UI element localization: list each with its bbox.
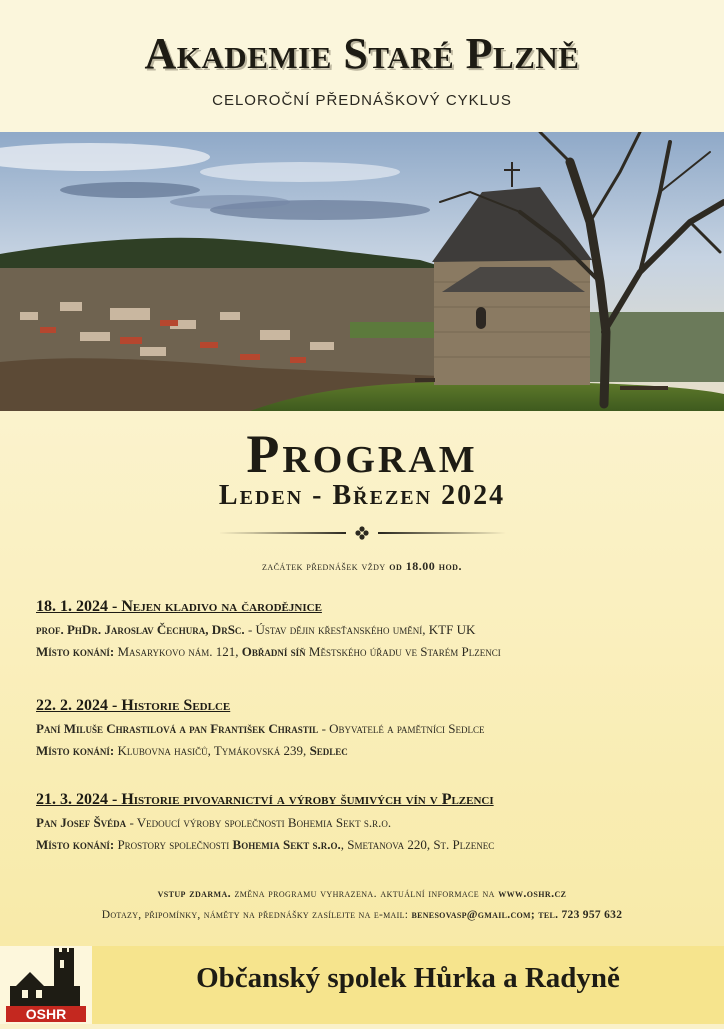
lecture-venue: Místo konání: Prostory společnosti Bohemia Sekt s.r.o., Smetanova 220, St. Plzenec — [36, 837, 495, 852]
lecture-item-2 — [36, 697, 696, 759]
lecture-item-1 — [36, 598, 696, 660]
lecture-heading: 22. 2. 2024 - Historie Sedlce — [36, 697, 231, 714]
main-title: Akademie Staré Plzně — [144, 29, 580, 78]
lecture-speaker: Paní Miluše Chrastilová a pan František Chrastil - Obyvatelé a pamětníci Sedlce — [36, 721, 485, 736]
contact-note: Dotazy, připomínky, náměty na přednášky zasílejte na e-mail: benesovasp@gmail.com; tel. 723 957 632 — [101, 909, 623, 921]
program-dates: Leden - Březen 2024 — [218, 480, 506, 511]
program-title: Program — [246, 424, 478, 484]
header — [0, 0, 724, 132]
lecture-heading: 18. 1. 2024 - Nejen kladivo na čarodějnice — [36, 598, 322, 615]
logo-text: OSHR — [25, 1006, 67, 1022]
lecture-speaker: prof. PhDr. Jaroslav Čechura, DrSc. - Ústav dějin křesťanského umění, KTF UK — [36, 622, 476, 637]
lecture-heading: 21. 3. 2024 - Historie pivovarnictví a výroby šumivých vín v Plzenci — [36, 791, 494, 808]
lecture-venue: Místo konání: Klubovna hasičů, Tymákovská 239, Sedlec — [36, 743, 348, 758]
organization-name: Občanský spolek Hůrka a Radyně — [196, 962, 620, 994]
rotunda-landscape-photo — [0, 132, 724, 411]
lecture-item-3 — [36, 791, 696, 853]
ornament-divider — [218, 525, 506, 541]
entry-note: vstup zdarma. změna programu vyhrazena. aktuální informace na www.oshr.cz — [157, 886, 567, 900]
lecture-venue: Místo konání: Masarykovo nám. 121, Obřadní síň Městského úřadu ve Starém Plzenci — [36, 644, 501, 659]
email-link[interactable]: benesovasp@gmail.com; — [411, 909, 536, 921]
start-time-note: začátek přednášek vždy od 18.00 hod. — [262, 559, 462, 573]
website-link[interactable]: www.oshr.cz — [498, 886, 567, 900]
oshr-logo — [0, 946, 92, 1024]
lecture-speaker: Pan Josef Švéda - Vedoucí výroby společnosti Bohemia Sekt s.r.o. — [36, 815, 392, 830]
subtitle: CELOROČNÍ PŘEDNÁŠKOVÝ CYKLUS — [212, 92, 512, 109]
